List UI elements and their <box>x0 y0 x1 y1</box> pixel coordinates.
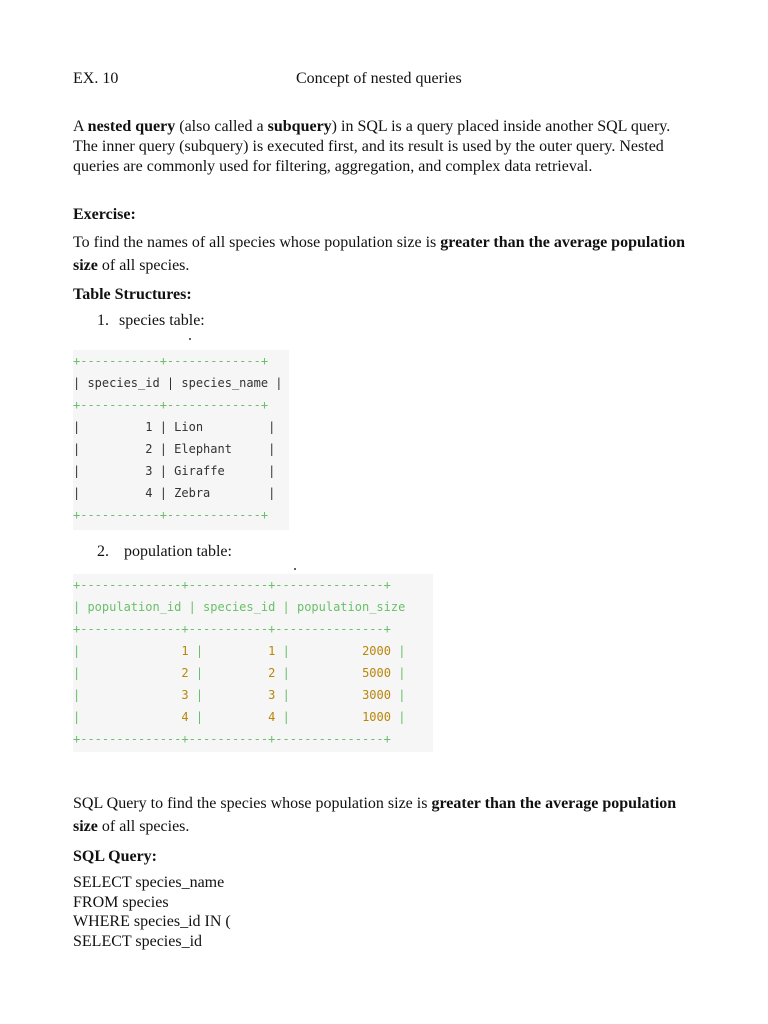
table-header-row: | population_id | species_id | population_size <box>73 600 406 614</box>
exercise-number: EX. 10 <box>73 70 119 87</box>
table-row: | 1 | 1 | 2000 | <box>73 644 406 658</box>
sql-line: SELECT species_name <box>73 874 225 891</box>
species-id-cell: 2 <box>268 666 276 680</box>
table-border: +-----------+-------------+ <box>73 398 269 412</box>
population-size-cell: 2000 <box>362 644 391 658</box>
species-table-image <box>73 350 289 530</box>
exercise-text-2: of all species. <box>97 257 190 274</box>
table-row: | 2 | Elephant | <box>73 442 276 456</box>
population-id-cell: 3 <box>181 688 189 702</box>
query-intro-text-1: SQL Query to find the species whose population size is <box>73 795 432 812</box>
table-row: | 3 | 3 | 3000 | <box>73 688 406 702</box>
population-size-cell: 1000 <box>362 710 391 724</box>
list-item-population-table <box>97 542 232 562</box>
table-row: | 4 | 4 | 1000 | <box>73 710 406 724</box>
table-structures-heading: Table Structures: <box>73 286 192 303</box>
table-row: | 3 | Giraffe | <box>73 464 276 478</box>
intro-text-3: ) in SQL is a query placed inside another SQL query. The inner query (subquery) is executed first, and its result is used by the outer query. Nested queries are commonly used for filtering, aggregation, and complex data retrieval. <box>73 118 671 175</box>
stray-dot <box>294 568 296 570</box>
sql-query-heading: SQL Query: <box>73 848 158 865</box>
query-intro-text-2: of all species. <box>97 818 190 835</box>
exercise-heading: Exercise: <box>73 206 136 223</box>
intro-text-1: A <box>73 118 88 135</box>
list-number: 1. <box>97 312 109 329</box>
population-id-cell: 4 <box>181 710 189 724</box>
intro-paragraph <box>73 117 693 177</box>
sql-code-block <box>73 873 231 951</box>
sql-line: SELECT species_id <box>73 932 203 950</box>
species-id-cell: 1 <box>268 644 276 658</box>
table-row: | 2 | 2 | 5000 | <box>73 666 406 680</box>
species-id-cell: 3 <box>268 688 276 702</box>
intro-bold-nested-query: nested query <box>87 118 176 135</box>
sql-line: WHERE species_id IN ( <box>73 913 231 930</box>
sql-line: FROM species <box>73 893 169 911</box>
list-number: 2. <box>97 543 109 560</box>
list-item-species-table <box>97 311 205 331</box>
population-id-cell: 1 <box>181 644 189 658</box>
population-table-image <box>73 574 433 752</box>
exercise-bold: greater than the average population size <box>73 234 685 274</box>
table-row: | 1 | Lion | <box>73 420 276 434</box>
intro-text-2: (also called a <box>175 118 268 135</box>
population-size-cell: 5000 <box>362 666 391 680</box>
table-border: +-----------+-------------+ <box>73 354 269 368</box>
table-border: +--------------+-----------+---------------+ <box>73 578 391 592</box>
list-item-label: species table: <box>119 312 205 329</box>
list-item-label: population table: <box>124 543 232 560</box>
table-row: | 4 | Zebra | <box>73 486 276 500</box>
page-title: Concept of nested queries <box>296 70 462 87</box>
query-intro-paragraph <box>73 792 693 838</box>
intro-bold-subquery: subquery <box>267 118 332 135</box>
table-border: +-----------+-------------+ <box>73 508 269 522</box>
species-id-cell: 4 <box>268 710 276 724</box>
table-border: +--------------+-----------+---------------+ <box>73 732 391 746</box>
population-id-cell: 2 <box>181 666 189 680</box>
exercise-text <box>73 231 693 277</box>
exercise-text-1: To find the names of all species whose population size is <box>73 234 441 251</box>
population-size-cell: 3000 <box>362 688 391 702</box>
table-header-row: | species_id | species_name | <box>73 376 283 390</box>
table-border: +--------------+-----------+---------------+ <box>73 622 391 636</box>
stray-dot <box>189 338 191 340</box>
query-intro-bold: greater than the average population size <box>73 795 677 835</box>
